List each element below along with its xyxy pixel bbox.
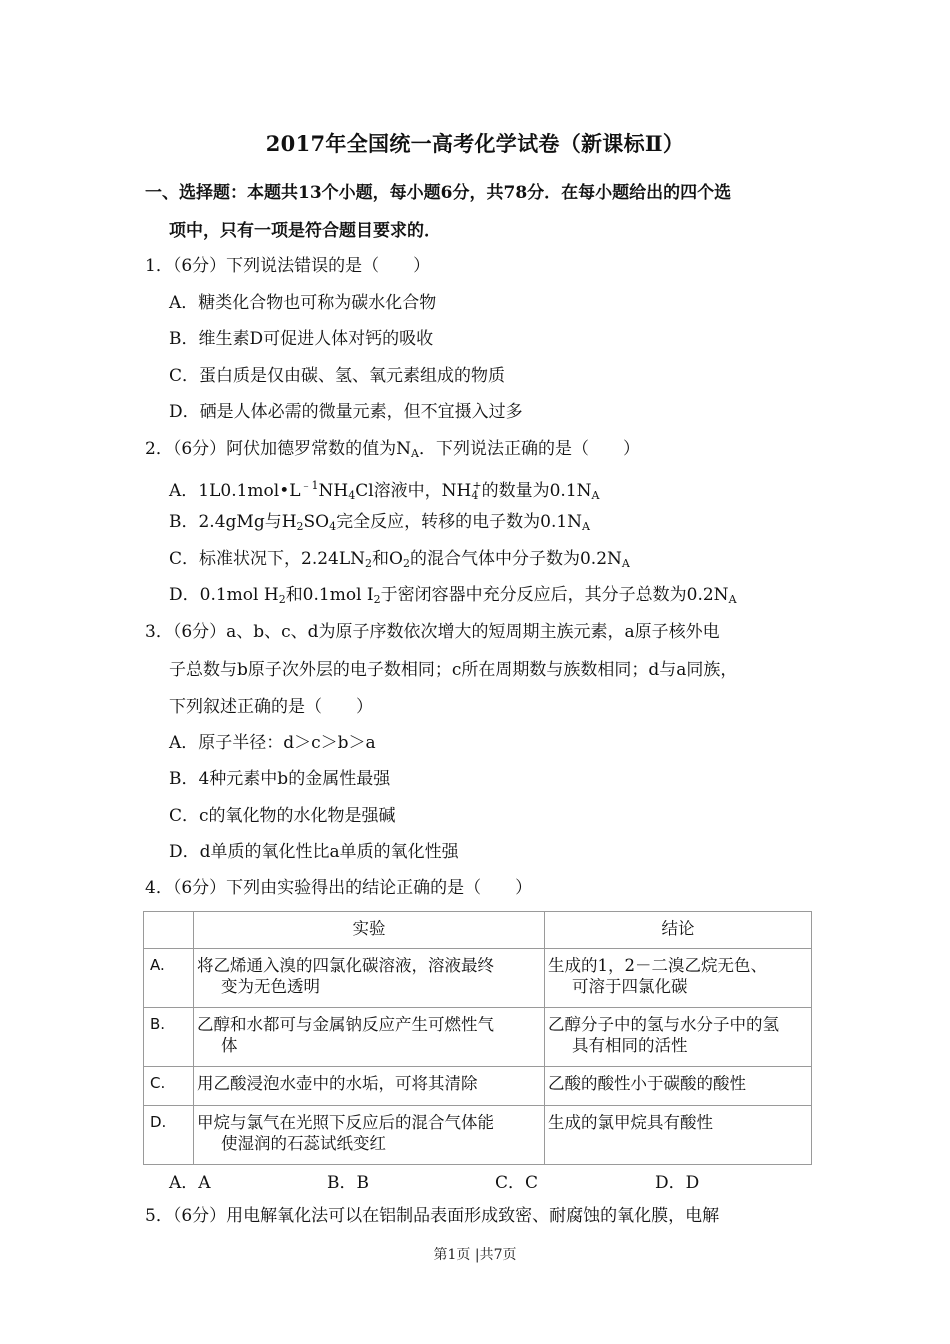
- stem-text: ．下列说法正确的是（ ）: [418, 439, 640, 459]
- question-3-option-d: D．d单质的氧化性比a单质的氧化性强: [169, 842, 459, 862]
- text: A．1L0.1mol•L: [169, 481, 301, 501]
- question-3-option-b: B．4种元素中b的金属性最强: [169, 769, 391, 789]
- experiment-table: [143, 911, 812, 1165]
- superscript: +: [472, 479, 482, 492]
- text: 体: [221, 1036, 238, 1055]
- header-cell-conclusion: 结论: [545, 912, 812, 949]
- subscript: 4: [348, 489, 356, 502]
- question-1-option-a: A．糖类化合物也可称为碳水化合物: [169, 293, 437, 313]
- question-2-option-d: [169, 584, 737, 611]
- header-cell-experiment: 实验: [194, 912, 545, 949]
- subscript: A: [591, 489, 600, 502]
- subscript: 4: [329, 520, 337, 533]
- subscript: A: [582, 520, 590, 533]
- text: 用乙酸浸泡水壶中的水垢，可将其清除: [197, 1074, 478, 1093]
- table-row: [144, 1067, 812, 1106]
- subscript: 2: [278, 593, 286, 606]
- subscript: 2: [402, 557, 410, 570]
- row-label: C.: [144, 1067, 194, 1106]
- table-row: [144, 1008, 812, 1067]
- text: 变为无色透明: [221, 977, 320, 996]
- text: 于密闭容器中充分反应后，其分子总数为0.2N: [380, 585, 729, 605]
- question-1-stem: 1．（6分）下列说法错误的是（ ）: [145, 256, 431, 276]
- question-3-stem-line1: 3．（6分）a、b、c、d为原子序数依次增大的短周期主族元素，a原子核外电: [145, 622, 720, 642]
- text: B．2.4gMg与H: [169, 512, 297, 532]
- text: 甲烷与氯气在光照下反应后的混合气体能: [197, 1113, 494, 1132]
- text: SO: [303, 512, 330, 532]
- stem-text: 2．（6分）阿伏加德罗常数的值为N: [145, 439, 412, 459]
- experiment-cell: [194, 1008, 545, 1067]
- section-heading-line1: 一、选择题：本题共13个小题，每小题6分，共78分．在每小题给出的四个选: [145, 183, 732, 203]
- subscript: 2: [365, 557, 373, 570]
- question-3-option-a: A．原子半径：d＞c＞b＞a: [169, 733, 376, 753]
- question-2-stem: [145, 438, 640, 465]
- text: 使湿润的石蕊试纸变红: [221, 1134, 386, 1153]
- text: 和0.1mol I: [285, 585, 374, 605]
- text: 乙酸的酸性小于碳酸的酸性: [548, 1074, 746, 1093]
- answer-option-a: A．A: [169, 1173, 211, 1193]
- row-label: B.: [144, 1008, 194, 1067]
- section-heading-line2: 项中，只有一项是符合题目要求的．: [169, 221, 441, 241]
- conclusion-cell: [545, 949, 812, 1008]
- row-label: D.: [144, 1106, 194, 1165]
- page-title: 2017年全国统一高考化学试卷（新课标Ⅱ）: [265, 131, 685, 156]
- question-3-stem-line2: 子总数与b原子次外层的电子数相同；c所在周期数与族数相同；d与a同族，: [169, 660, 738, 680]
- answer-option-b: B．B: [327, 1173, 369, 1193]
- question-2-option-b: [169, 511, 590, 538]
- answer-option-c: C．C: [495, 1173, 539, 1193]
- text: 生成的1，2－二溴乙烷无色、: [548, 956, 767, 975]
- text: 乙醇分子中的氢与水分子中的氢: [548, 1015, 779, 1034]
- subscript: A: [728, 593, 737, 606]
- text: 具有相同的活性: [572, 1036, 688, 1055]
- table-row: [144, 1106, 812, 1165]
- text: Cl溶液中，NH: [355, 481, 472, 501]
- row-label: A.: [144, 949, 194, 1008]
- subscript: A: [621, 557, 630, 570]
- table-row: [144, 949, 812, 1008]
- experiment-cell: [194, 1106, 545, 1165]
- conclusion-cell: [545, 1008, 812, 1067]
- question-3-option-c: C．c的氧化物的水化物是强碱: [169, 806, 396, 826]
- text: 的数量为0.1N: [481, 481, 592, 501]
- question-4-stem: 4．（6分）下列由实验得出的结论正确的是（ ）: [145, 878, 533, 898]
- text: C．标准状况下，2.24LN: [169, 549, 366, 569]
- subscript: 2: [373, 593, 381, 606]
- text: 生成的氯甲烷具有酸性: [548, 1113, 713, 1132]
- conclusion-cell: [545, 1067, 812, 1106]
- table-header-row: [144, 912, 812, 949]
- question-2-option-c: [169, 548, 630, 575]
- question-1-option-b: B．维生素D可促进人体对钙的吸收: [169, 329, 434, 349]
- text: 和O: [372, 549, 403, 569]
- experiment-cell: [194, 949, 545, 1008]
- text: NH: [318, 481, 349, 501]
- question-1-option-d: D．硒是人体必需的微量元素，但不宜摄入过多: [169, 402, 523, 422]
- superscript: ﹣1: [300, 479, 319, 492]
- subscript: 2: [296, 520, 304, 533]
- text: 乙醇和水都可与金属钠反应产生可燃性气: [197, 1015, 494, 1034]
- question-2-option-a: [169, 475, 599, 507]
- answer-option-d: D．D: [655, 1173, 700, 1193]
- text: 将乙烯通入溴的四氯化碳溶液，溶液最终: [197, 956, 494, 975]
- question-5-stem: 5．（6分）用电解氧化法可以在铝制品表面形成致密、耐腐蚀的氧化膜，电解: [145, 1206, 720, 1226]
- subscript: 4: [471, 489, 479, 502]
- text: 完全反应，转移的电子数为0.1N: [336, 512, 583, 532]
- page-footer: 第1页 |共7页: [433, 1247, 517, 1263]
- text: 可溶于四氯化碳: [572, 977, 688, 996]
- subscript: A: [411, 447, 419, 460]
- text: D．0.1mol H: [169, 585, 279, 605]
- experiment-cell: [194, 1067, 545, 1106]
- question-1-option-c: C．蛋白质是仅由碳、氢、氧元素组成的物质: [169, 366, 506, 386]
- text: 的混合气体中分子数为0.2N: [409, 549, 622, 569]
- question-3-stem-line3: 下列叙述正确的是（ ）: [169, 697, 373, 717]
- header-cell-label: [144, 912, 194, 949]
- conclusion-cell: [545, 1106, 812, 1165]
